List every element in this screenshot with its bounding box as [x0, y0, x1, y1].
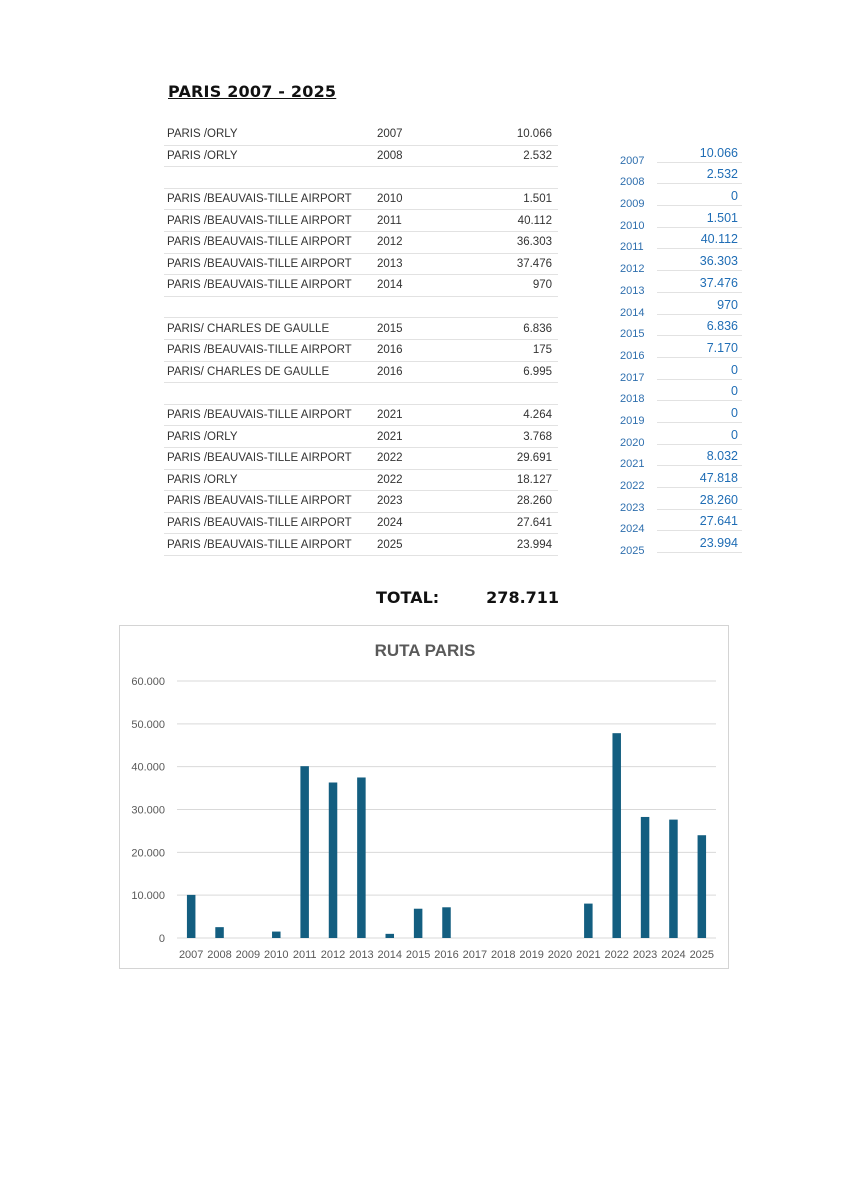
bar-2010	[272, 932, 281, 938]
yearly-year: 2007	[620, 154, 645, 167]
x-tick-label: 2016	[434, 949, 459, 961]
x-tick-label: 2008	[207, 949, 232, 961]
bar-2025	[698, 835, 707, 938]
yearly-year: 2014	[620, 306, 645, 319]
flight-route: PARIS /BEAUVAIS-TILLE AIRPORT	[167, 193, 352, 206]
yearly-year: 2020	[620, 436, 645, 449]
flight-row	[164, 254, 558, 276]
flight-year: 2010	[377, 193, 403, 206]
yearly-value: 40.112	[657, 230, 742, 249]
chart-frame	[119, 625, 729, 969]
flight-route: PARIS /BEAUVAIS-TILLE AIRPORT	[167, 279, 352, 292]
yearly-year: 2017	[620, 371, 645, 384]
x-tick-label: 2007	[178, 949, 204, 961]
flight-row	[164, 405, 558, 427]
flight-row	[164, 275, 558, 297]
flight-row	[164, 513, 558, 535]
x-tick-label: 2020	[547, 949, 573, 961]
flight-value: 29.691	[516, 452, 552, 465]
x-tick-label: 2025	[689, 949, 715, 961]
x-tick-label: 2021	[576, 949, 601, 961]
flight-row	[164, 210, 558, 232]
page-title: PARIS 2007 - 2025	[168, 82, 337, 101]
flight-year: 2022	[377, 452, 403, 465]
y-tick-label: 10.000	[131, 890, 165, 903]
flight-value: 36.303	[516, 236, 552, 249]
x-tick-label: 2011	[292, 949, 317, 961]
flight-row	[164, 534, 558, 556]
y-tick-label: 20.000	[131, 847, 165, 860]
flight-value: 28.260	[516, 495, 552, 508]
flight-route: PARIS/ CHARLES DE GAULLE	[167, 365, 330, 378]
yearly-year: 2010	[620, 219, 645, 232]
total-label: TOTAL:	[376, 588, 440, 607]
flight-row	[164, 470, 558, 492]
flight-row	[164, 318, 558, 340]
yearly-year: 2022	[620, 480, 645, 492]
yearly-value: 8.032	[657, 447, 742, 466]
bar-chart	[120, 626, 730, 970]
flight-value: 4.264	[523, 409, 552, 422]
yearly-year: 2016	[620, 349, 645, 362]
yearly-value: 1.501	[657, 209, 742, 228]
flight-route: PARIS /ORLY	[167, 430, 238, 443]
yearly-year: 2013	[620, 284, 645, 297]
bar-2016	[442, 907, 451, 938]
bar-2007	[187, 895, 196, 938]
flight-year: 2014	[377, 279, 403, 292]
flight-year: 2021	[377, 409, 403, 422]
flight-route: PARIS /ORLY	[167, 128, 238, 141]
flight-year: 2013	[377, 257, 403, 270]
flight-year: 2012	[377, 236, 403, 249]
x-tick-label: 2010	[264, 949, 289, 961]
x-tick-label: 2009	[235, 949, 261, 961]
bar-2014	[386, 934, 395, 938]
yearly-value: 10.066	[657, 144, 742, 163]
yearly-year: 2021	[620, 458, 645, 471]
yearly-year: 2015	[620, 328, 645, 341]
flight-year: 2025	[377, 538, 403, 551]
yearly-row	[612, 536, 742, 558]
flight-value: 3.768	[523, 430, 552, 443]
yearly-year: 2008	[620, 176, 645, 189]
yearly-year: 2018	[620, 393, 645, 406]
bar-2015	[414, 909, 423, 938]
yearly-year: 2024	[620, 523, 645, 536]
yearly-value: 7.170	[657, 339, 742, 358]
yearly-value: 0	[657, 187, 742, 206]
flight-route: PARIS /BEAUVAIS-TILLE AIRPORT	[167, 538, 352, 551]
yearly-year: 2009	[620, 198, 645, 211]
flight-route: PARIS /BEAUVAIS-TILLE AIRPORT	[167, 452, 352, 465]
flight-route: PARIS /BEAUVAIS-TILLE AIRPORT	[167, 344, 352, 357]
flight-value: 1.501	[523, 193, 552, 206]
yearly-year: 2025	[620, 545, 645, 558]
flight-value: 23.994	[516, 538, 552, 551]
yearly-value: 0	[657, 382, 742, 401]
flight-route: PARIS /BEAUVAIS-TILLE AIRPORT	[167, 495, 352, 508]
flight-row	[164, 491, 558, 513]
flight-row	[164, 232, 558, 254]
flight-route: PARIS /BEAUVAIS-TILLE AIRPORT	[167, 236, 352, 249]
flight-year: 2008	[377, 149, 403, 162]
flight-row	[164, 448, 558, 470]
chart-title: RUTA PARIS	[374, 641, 476, 660]
y-tick-label: 30.000	[131, 804, 165, 817]
flight-value: 40.112	[517, 214, 552, 227]
flights-table	[164, 124, 558, 556]
flight-year: 2011	[377, 214, 402, 227]
x-tick-label: 2013	[349, 949, 374, 961]
flight-value: 10.066	[516, 128, 552, 141]
yearly-year: 2012	[620, 263, 645, 276]
flight-year: 2016	[377, 344, 403, 357]
yearly-year: 2011	[620, 241, 644, 254]
flight-year: 2015	[377, 322, 403, 335]
flight-route: PARIS /BEAUVAIS-TILLE AIRPORT	[167, 516, 352, 529]
yearly-value: 0	[657, 404, 742, 423]
flight-value: 6.836	[523, 322, 552, 335]
y-tick-label: 0	[158, 933, 165, 945]
flight-value: 175	[532, 344, 552, 357]
yearly-value: 36.303	[657, 252, 742, 271]
flight-year: 2016	[377, 365, 403, 378]
yearly-year: 2019	[620, 414, 645, 427]
yearly-year: 2023	[620, 501, 645, 514]
flight-row	[164, 167, 558, 189]
flight-year: 2024	[377, 516, 403, 529]
x-tick-label: 2022	[604, 949, 629, 961]
flight-row	[164, 297, 558, 319]
yearly-value: 970	[657, 296, 742, 315]
flight-route: PARIS/ CHARLES DE GAULLE	[167, 322, 330, 335]
bar-2012	[329, 783, 338, 938]
y-tick-label: 40.000	[131, 761, 165, 774]
x-tick-label: 2015	[405, 949, 431, 961]
bar-2024	[669, 820, 678, 938]
flight-route: PARIS /ORLY	[167, 473, 238, 486]
flight-year: 2007	[377, 128, 403, 141]
flight-value: 27.641	[516, 516, 552, 529]
yearly-value: 0	[657, 426, 742, 445]
flight-route: PARIS /ORLY	[167, 149, 238, 162]
flight-row	[164, 189, 558, 211]
yearly-value: 37.476	[657, 274, 742, 293]
flight-row	[164, 340, 558, 362]
flight-row	[164, 383, 558, 405]
total-summary	[376, 588, 559, 607]
yearly-value: 6.836	[657, 317, 742, 336]
yearly-value: 27.641	[657, 512, 742, 531]
flight-value: 18.127	[516, 473, 552, 486]
y-tick-label: 60.000	[131, 676, 165, 688]
yearly-value: 47.818	[657, 469, 742, 488]
flight-value: 970	[532, 279, 552, 292]
flight-route: PARIS /BEAUVAIS-TILLE AIRPORT	[167, 214, 352, 227]
x-tick-label: 2019	[519, 949, 544, 961]
flight-row	[164, 426, 558, 448]
yearly-totals-table	[612, 146, 742, 558]
x-tick-label: 2018	[490, 949, 516, 961]
x-tick-label: 2012	[320, 949, 346, 961]
yearly-value: 2.532	[657, 165, 742, 184]
total-value: 278.711	[486, 588, 560, 607]
y-tick-label: 50.000	[131, 718, 165, 731]
flight-value: 37.476	[516, 257, 552, 270]
flight-row	[164, 362, 558, 384]
flight-year: 2021	[377, 430, 403, 443]
yearly-value: 23.994	[657, 534, 742, 553]
flight-value: 6.995	[523, 365, 552, 378]
x-tick-label: 2024	[661, 949, 686, 961]
flight-year: 2023	[377, 495, 403, 508]
flight-route: PARIS /BEAUVAIS-TILLE AIRPORT	[167, 257, 352, 270]
bar-2008	[215, 927, 224, 938]
flight-row	[164, 146, 558, 168]
flight-value: 2.532	[523, 149, 552, 162]
flight-year: 2022	[377, 473, 403, 486]
x-tick-label: 2014	[377, 949, 403, 961]
x-tick-label: 2023	[632, 949, 658, 961]
bar-2011	[300, 766, 309, 938]
x-tick-label: 2017	[462, 949, 488, 961]
flight-route: PARIS /BEAUVAIS-TILLE AIRPORT	[167, 409, 352, 422]
bar-2013	[357, 777, 366, 938]
bar-2023	[641, 817, 650, 938]
yearly-value: 0	[657, 361, 742, 380]
bar-2021	[584, 904, 593, 938]
flight-row	[164, 124, 558, 146]
bar-2022	[612, 733, 621, 938]
yearly-value: 28.260	[657, 491, 742, 510]
